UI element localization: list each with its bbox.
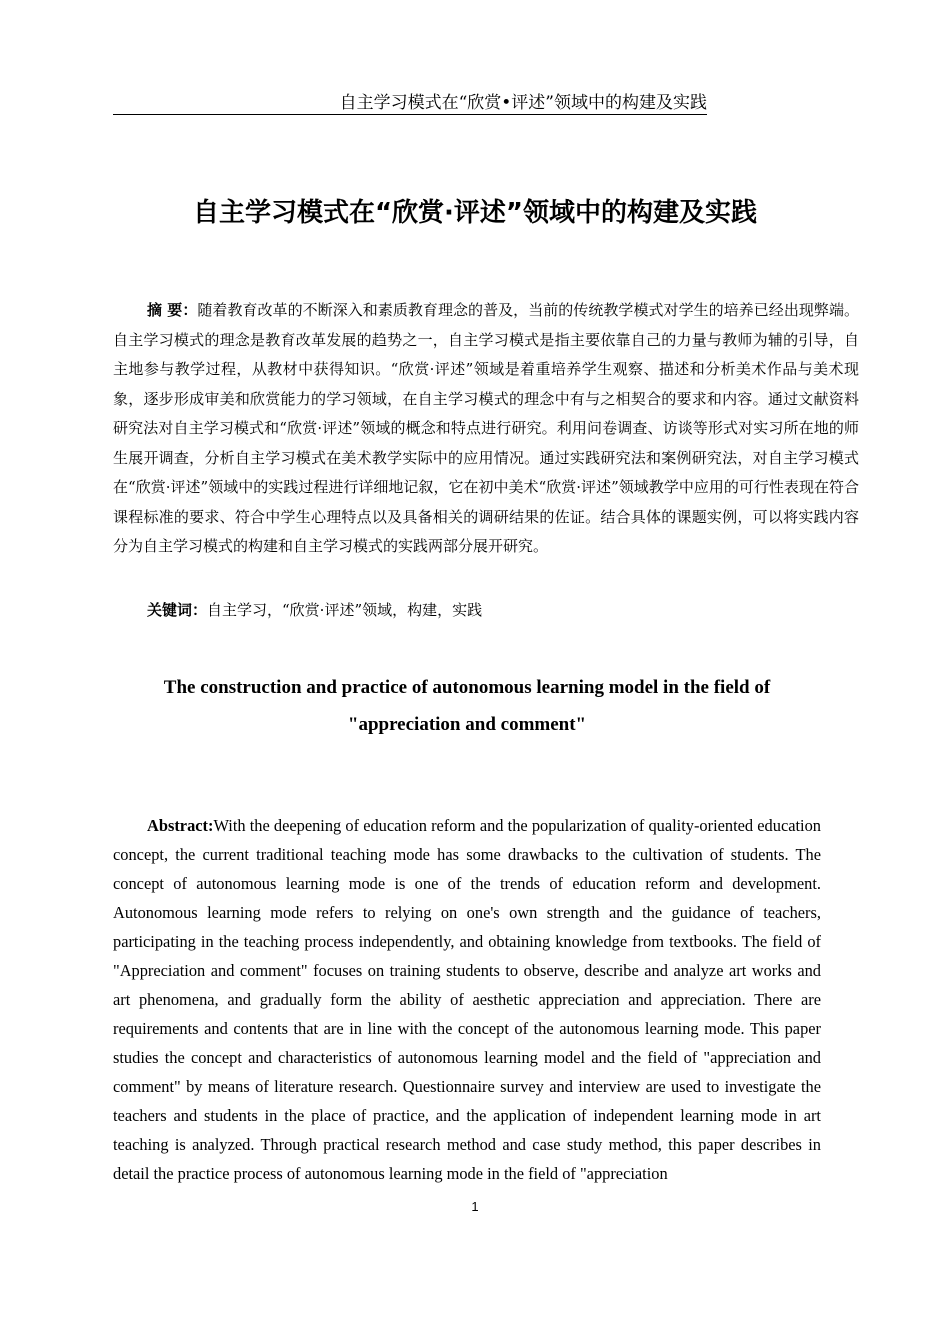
english-title-line-1: The construction and practice of autonomous learning model in the field of [163, 677, 771, 698]
chinese-abstract-text: 随着教育改革的不断深入和素质教育理念的普及，当前的传统教学模式对学生的培养已经出现弊端。自主学习模式的理念是教育改革发展的趋势之一，自主学习模式是指主要依靠自己的力量与教师为辅的引导，自主地参与教学过程，从教材中获得知识。“欣赏·评述”领域是着重培养学生观察、描述和分析美术作品与美术现象，逐步形成审美和欣赏能力的学习领域，在自主学习模式的理念中有与之相契合的要求和内容。通过文献资料研究法对自主学习模式和“欣赏·评述”领域的概念和特点进行研究。利用问卷调查、访谈等形式对实习所在地的师生展开调查，分析自主学习模式在美术教学实际中的应用情况。通过实践研究法和案例研究法，对自主学习模式在“欣赏·评述”领域中的实践过程进行详细地记叙，它在初中美术“欣赏·评述”领域教学中应用的可行性表现在符合课程标准的要求、符合中学生心理特点以及具备相关的调研结果的佐证。结合具体的课题实例，可以将实践内容分为自主学习模式的构建和自主学习模式的实践两部分展开研究。 [113, 301, 859, 555]
running-header-title: 自主学习模式在“欣赏•评述”领域中的构建及实践 [339, 93, 707, 113]
chinese-abstract [113, 296, 859, 562]
english-title-line-2: "appreciation and comment" [347, 714, 587, 735]
chinese-title: 自主学习模式在“欣赏·评述”领域中的构建及实践 [192, 198, 758, 228]
english-abstract-text: With the deepening of education reform and the popularization of quality-oriented education concept, the current traditional teaching mode has some drawbacks to the cultivation of students. The concept of autonomous learning mode is one of the trends of education reform and development. Autonomous learning mode refers to relying on one's own strength and the guidance of teachers, participating in the teaching process independently, and obtaining knowledge from textbooks. The field of "Appreciation and comment" focuses on training students to observe, describe and analyze art works and art phenomena, and gradually form the ability of aesthetic appreciation and appreciation. There are requirements and contents that are in line with the concept of the autonomous learning mode. This paper studies the concept and characteristics of autonomous learning model and the field of "appreciation and comment" by means of literature research. Questionnaire survey and interview are used to investigate the teachers and students in the place of practice, and the application of independent learning mode in art teaching is analyzed. Through practical research method and case study method, this paper describes in detail the practice process of autonomous learning mode in the field of "appreciation [113, 816, 821, 1183]
chinese-keywords [113, 596, 859, 625]
english-abstract [113, 811, 821, 1188]
chinese-abstract-label: 摘 要： [147, 301, 198, 319]
chinese-keywords-label: 关键词： [147, 601, 208, 619]
english-title [113, 669, 821, 743]
chinese-keywords-text: 自主学习，“欣赏·评述”领域，构建，实践 [207, 601, 483, 619]
english-abstract-label: Abstract: [147, 816, 214, 835]
page-number: 1 [471, 1199, 479, 1214]
running-header [113, 92, 707, 115]
